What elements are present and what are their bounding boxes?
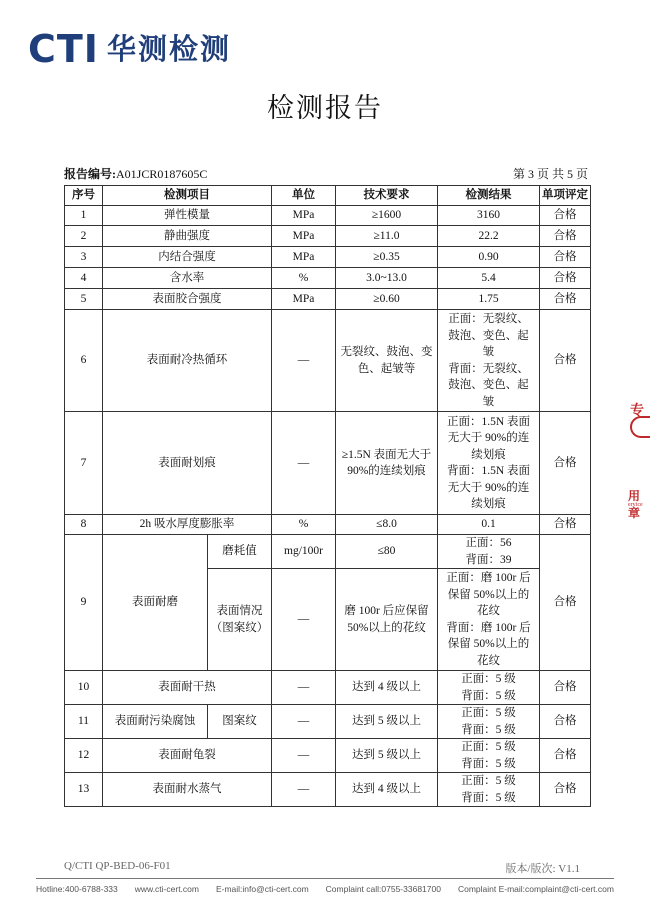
result-line: 花纹	[477, 605, 500, 617]
result-line: 鼓泡、变色、起	[448, 379, 529, 391]
cell-unit: —	[272, 310, 336, 412]
header-req: 技术要求	[336, 186, 438, 206]
result-line: 保留 50%以上的	[447, 638, 530, 650]
complaint-call: Complaint call:0755-33681700	[325, 884, 441, 894]
cell-no: 8	[65, 515, 103, 535]
cell-req: 达到 5 级以上	[336, 705, 438, 739]
table-row	[65, 535, 591, 569]
page-info: 第 3 页 共 5 页	[512, 167, 588, 181]
table-row	[65, 412, 591, 515]
cell-item: 2h 吸水厚度膨胀率	[103, 515, 272, 535]
cell-eval: 合格	[540, 226, 591, 247]
cell-eval: 合格	[540, 535, 591, 671]
cell-eval: 合格	[540, 773, 591, 807]
cell-eval: 合格	[540, 515, 591, 535]
result-line: 背面：1.5N 表面	[446, 465, 531, 477]
cell-unit: MPa	[272, 289, 336, 310]
cell-req: 达到 4 级以上	[336, 671, 438, 705]
report-number-value: A01JCR0187605C	[116, 167, 208, 181]
report-number-label: 报告编号:	[64, 167, 116, 181]
table-row	[65, 739, 591, 773]
complaint-email-link[interactable]: Complaint E-mail:complaint@cti-cert.com	[457, 884, 614, 894]
cell-item: 含水率	[103, 268, 272, 289]
seal-stamp-ring	[630, 416, 650, 438]
cell-subitem: 表面情况（图案纹）	[208, 569, 272, 671]
hotline: Hotline:400-6788-333	[36, 884, 118, 894]
result-line: 背面：无裂纹、	[448, 362, 529, 375]
result-line: 背面：5 级	[461, 791, 516, 804]
table-row	[65, 247, 591, 268]
cell-result: 0.1	[438, 515, 540, 535]
website-link[interactable]: www.cti-cert.com	[134, 884, 199, 894]
cell-req: 磨 100r 后应保留 50%以上的花纹	[336, 569, 438, 671]
cell-result: 22.2	[438, 226, 540, 247]
result-line: 无大于 90%的连	[447, 481, 530, 494]
cell-no: 5	[65, 289, 103, 310]
cell-result	[438, 535, 540, 569]
cell-item: 表面耐磨	[103, 535, 208, 671]
cell-eval: 合格	[540, 739, 591, 773]
footer-divider	[36, 878, 614, 879]
cell-item: 静曲强度	[103, 226, 272, 247]
seal-stamp-char: 用章	[628, 489, 641, 520]
cell-no: 9	[65, 535, 103, 671]
table-header-row	[65, 186, 591, 206]
cell-req: ≥11.0	[336, 226, 438, 247]
table-row	[65, 705, 591, 739]
company-logo	[28, 27, 231, 71]
cell-eval: 合格	[540, 671, 591, 705]
cell-eval: 合格	[540, 412, 591, 515]
cell-no: 12	[65, 739, 103, 773]
result-line: 皱	[482, 395, 495, 408]
seal-stamp-char: 专	[630, 404, 644, 419]
cell-no: 4	[65, 268, 103, 289]
report-table	[64, 185, 591, 807]
header-unit: 单位	[272, 186, 336, 206]
result-line: 鼓泡、变色、起	[448, 329, 529, 342]
result-line: 背面：39	[465, 553, 512, 566]
cell-unit: MPa	[272, 226, 336, 247]
result-line: 正面：无裂纹、	[448, 313, 529, 325]
cell-item: 表面耐污染腐蚀	[103, 705, 208, 739]
result-line: 背面：磨 100r 后	[446, 621, 531, 634]
cell-unit: mg/100r	[272, 535, 336, 569]
result-line: 背面：5 级	[461, 757, 516, 770]
cell-result	[438, 310, 540, 412]
result-line: 正面：磨 100r 后	[446, 572, 531, 584]
cell-eval: 合格	[540, 289, 591, 310]
cell-subitem: 磨耗值	[208, 535, 272, 569]
header-eval: 单项评定	[540, 186, 591, 206]
result-line: 背面：5 级	[461, 723, 516, 736]
cell-req: ≥0.35	[336, 247, 438, 268]
seal-stamp	[628, 392, 650, 522]
cell-result	[438, 671, 540, 705]
result-line: 正面：5 级	[461, 707, 516, 719]
cell-no: 13	[65, 773, 103, 807]
result-line: 背面：5 级	[461, 689, 516, 702]
cell-req: ≤80	[336, 535, 438, 569]
cell-item: 弹性模量	[103, 206, 272, 226]
cell-unit: —	[272, 705, 336, 739]
report-number	[64, 165, 207, 182]
cell-req: 无裂纹、鼓泡、变色、起皱等	[336, 310, 438, 412]
cell-result	[438, 773, 540, 807]
header-no: 序号	[65, 186, 103, 206]
cell-unit: %	[272, 515, 336, 535]
cell-item: 内结合强度	[103, 247, 272, 268]
cell-item: 表面胶合强度	[103, 289, 272, 310]
table-row	[65, 515, 591, 535]
cell-req: ≥1.5N 表面无大于 90%的连续划痕	[336, 412, 438, 515]
logo-cn-text: 华测检测	[106, 31, 231, 66]
cell-unit: MPa	[272, 247, 336, 268]
cell-result	[438, 412, 540, 515]
cell-item: 表面耐冷热循环	[103, 310, 272, 412]
cell-result: 0.90	[438, 247, 540, 268]
cell-result: 3160	[438, 206, 540, 226]
cell-subitem: 图案纹	[208, 705, 272, 739]
cell-req: 达到 5 级以上	[336, 739, 438, 773]
cell-req: ≤8.0	[336, 515, 438, 535]
version: 版本/版次: V1.1	[505, 863, 580, 875]
table-row	[65, 206, 591, 226]
cell-eval: 合格	[540, 247, 591, 268]
cell-no: 1	[65, 206, 103, 226]
cell-result	[438, 569, 540, 671]
cell-unit: %	[272, 268, 336, 289]
result-line: 正面：5 级	[461, 775, 516, 787]
cell-unit: —	[272, 739, 336, 773]
cell-unit: —	[272, 412, 336, 515]
cell-no: 6	[65, 310, 103, 412]
cell-no: 11	[65, 705, 103, 739]
logo-cti-text: CTI	[28, 27, 99, 71]
result-line: 正面：5 级	[461, 673, 516, 685]
cell-eval: 合格	[540, 310, 591, 412]
cell-no: 10	[65, 671, 103, 705]
footer-contacts	[36, 884, 614, 894]
cell-req: 3.0~13.0	[336, 268, 438, 289]
header-item: 检测项目	[103, 186, 272, 206]
cell-result: 1.75	[438, 289, 540, 310]
result-line: 正面：56	[465, 537, 512, 549]
cell-req: ≥1600	[336, 206, 438, 226]
cell-req: 达到 4 级以上	[336, 773, 438, 807]
table-row	[65, 310, 591, 412]
cell-item: 表面耐龟裂	[103, 739, 272, 773]
cell-no: 2	[65, 226, 103, 247]
seal-stamp-text: ervice	[628, 502, 643, 508]
cell-item: 表面耐划痕	[103, 412, 272, 515]
cell-eval: 合格	[540, 268, 591, 289]
result-line: 花纹	[477, 654, 500, 667]
cell-req: ≥0.60	[336, 289, 438, 310]
cell-item: 表面耐水蒸气	[103, 773, 272, 807]
table-row	[65, 268, 591, 289]
result-line: 无大于 90%的连	[447, 432, 530, 444]
cell-no: 3	[65, 247, 103, 268]
cell-unit: —	[272, 569, 336, 671]
table-row	[65, 226, 591, 247]
table-row	[65, 671, 591, 705]
cell-result	[438, 705, 540, 739]
result-line: 正面：5 级	[461, 741, 516, 753]
cell-unit: —	[272, 773, 336, 807]
form-code: Q/CTI QP-BED-06-F01	[64, 860, 171, 872]
result-line: 皱	[482, 346, 495, 358]
cell-result: 5.4	[438, 268, 540, 289]
header-result: 检测结果	[438, 186, 540, 206]
result-line: 正面：1.5N 表面	[446, 415, 531, 428]
result-line: 保留 50%以上的	[447, 588, 530, 601]
cell-result	[438, 739, 540, 773]
table-row	[65, 289, 591, 310]
cell-unit: —	[272, 671, 336, 705]
table-row	[65, 773, 591, 807]
cell-eval: 合格	[540, 705, 591, 739]
cell-no: 7	[65, 412, 103, 515]
result-line: 续划痕	[471, 448, 506, 461]
page-title: 检测报告	[267, 93, 383, 124]
cell-unit: MPa	[272, 206, 336, 226]
cell-eval: 合格	[540, 206, 591, 226]
result-line: 续划痕	[471, 498, 506, 510]
cell-item: 表面耐干热	[103, 671, 272, 705]
email-link[interactable]: E-mail:info@cti-cert.com	[215, 884, 309, 894]
